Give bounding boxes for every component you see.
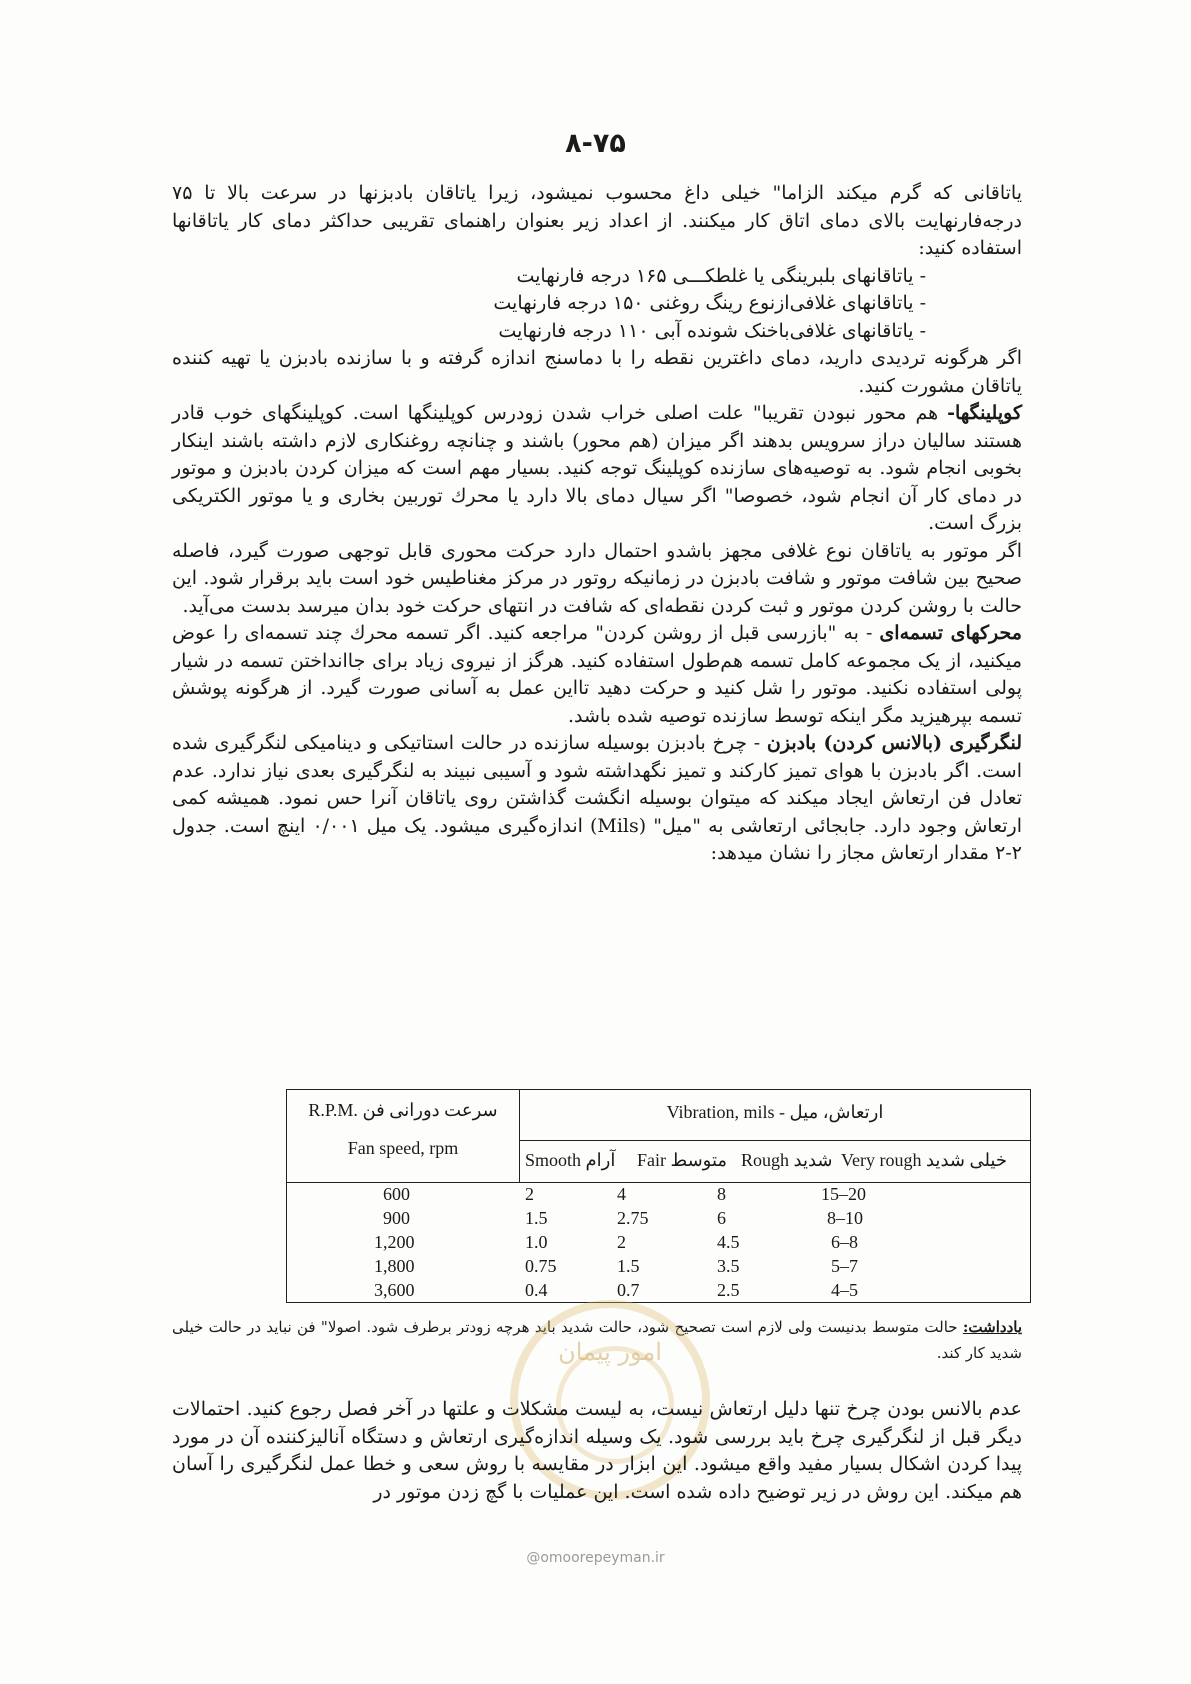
cell-speed: 1,200 <box>374 1232 415 1252</box>
cell-smooth: 1.5 <box>525 1208 548 1228</box>
vibration-sub-header <box>519 1140 1031 1183</box>
cell-fair: 0.7 <box>617 1280 640 1300</box>
list-item: - یاتاقانهای بلبرینگی یا غلطکـــی ۱۶۵ درجه فارنهایت <box>516 264 926 287</box>
paragraph-unbalance-causes: عدم بالانس بودن چرخ تنها دلیل ارتعاش نیست، به لیست مشکلات و علتها در آخر فصل رجوع کنید. احتمالات دیگر قبل از لنگرگیری چرخ باید بررسی شود. یک وسیله اندازه‌گیری ارتعاش و دستگاه آنالیزکننده آن در مورد پیدا کردن اشکال بسیار مفید واقع میشود. این ابزار در مقایسه با روش سعی و خطا عمل لنگرگیری را آسان هم میکند. این روش در زیر توضیح داده شده است. این عملیات با گچ زدن موتور در <box>172 1398 1022 1503</box>
vibration-header: Vibration, mils - ارتعاش، میل <box>519 1090 1031 1141</box>
list-item: - یاتاقانهای غلافی‌باخنک شونده آبی ۱۱۰ درجه فارنهایت <box>498 319 926 342</box>
footnote-label: یادداشت: <box>962 1318 1022 1336</box>
bearing-temperature-list <box>172 263 1022 346</box>
cell-very-rough: 4–5 <box>831 1280 858 1300</box>
cell-rough: 4.5 <box>717 1232 740 1252</box>
column-header-very-rough: Very rough خیلی شدید <box>841 1150 1007 1170</box>
cell-smooth: 0.4 <box>525 1280 548 1300</box>
body-text-lower <box>172 1396 1022 1506</box>
paragraph-text: - به "بازرسی قبل از روشن کردن" مراجعه کنید. اگر تسمه محرك چند تسمه‌ای را عوض میکنید، از یک مجموعه کامل تسمه هم‌طول استفاده کنید. هرگز از نیروی زیاد برای جاانداختن تسمه در شیار پولی استفاده نکنید. موتور را شل کنید و حرکت دهید تااین عمل به آسانی صورت گیرد. از هرگونه پوشش تسمه بپرهیزید مگر اینکه توسط سازنده توصیه شده باشد. <box>172 622 1022 727</box>
section-heading-couplings: کوپلینگها- <box>947 402 1022 424</box>
cell-very-rough: 15–20 <box>821 1184 866 1204</box>
cell-smooth: 0.75 <box>525 1256 557 1276</box>
cell-rough: 2.5 <box>717 1280 740 1300</box>
page-number: ۸-۷۵ <box>565 128 626 159</box>
table-row <box>287 1184 1032 1208</box>
watermark-seal-text: امور پیمان <box>558 1338 662 1366</box>
section-heading-belt-drives: محرکهای تسمه‌ای <box>879 622 1022 644</box>
table-row <box>287 1256 1032 1280</box>
body-text-upper <box>172 180 1022 868</box>
cell-speed: 3,600 <box>374 1280 415 1300</box>
cell-fair: 2.75 <box>617 1208 649 1228</box>
cell-rough: 8 <box>717 1184 726 1204</box>
paragraph-text: هم محور نبودن تقریبا" علت اصلی خراب شدن زودرس کوپلینگها است. کوپلینگهای خوب قادر هستند سالیان دراز سرویس بدهند اگر میزان (هم محور) باشند و چنانچه روغنکاری لازم داشته باشند اینکار بخوبی انجام شود. به توصیه‌های سازنده کوپلینگ توجه کنید. بسیار مهم است که میزان کردن بادبزن و موتور در دمای کار آن انجام شود، خصوصا" اگر سیال دمای بالا دارد یا محرك توربین بخاری و یا موتور الکتریکی بزرگ است. <box>172 402 1022 534</box>
column-header-rough: Rough شدید <box>741 1150 833 1170</box>
paragraph-thermometer: اگر هرگونه تردیدی دارید، دمای داغترین نقطه را با دماسنج اندازه گرفته و با سازنده بادبزن یا تهیه کننده یاتاقان مشورت کنید. <box>172 347 1022 397</box>
column-header-smooth: Smooth آرام <box>525 1150 616 1170</box>
paragraph-sleeve-bearing: اگر موتور به یاتاقان نوع غلافی مجهز باشدو احتمال دارد حرکت محوری قابل توجهی صورت گیرد، فاصله صحیح بین شافت موتور و شافت بادبزن در زمانیکه روتور در مرکز مغناطیس خود است باید برقرار شود. این حالت با روشن کردن موتور و ثبت کردن نقطه‌ای که شافت در انتهای حرکت خود بدان میرسد بدست می‌آید. <box>172 539 1022 617</box>
cell-fair: 1.5 <box>617 1256 640 1276</box>
paragraph-belt-drives <box>172 620 1022 730</box>
fan-speed-header-line2: Fan speed, rpm <box>347 1138 459 1158</box>
cell-rough: 3.5 <box>717 1256 740 1276</box>
cell-very-rough: 8–10 <box>827 1208 863 1228</box>
watermark-url: @omoorepeyman.ir <box>526 1550 665 1566</box>
cell-speed: 900 <box>383 1208 410 1228</box>
cell-rough: 6 <box>717 1208 726 1228</box>
fan-speed-header <box>287 1090 520 1183</box>
section-heading-fan-balancing: لنگرگیری (بالانس کردن) بادبزن <box>766 732 1022 754</box>
paragraph-fan-balancing <box>172 730 1022 868</box>
cell-fair: 4 <box>617 1184 626 1204</box>
paragraph-couplings <box>172 400 1022 538</box>
cell-very-rough: 5–7 <box>831 1256 858 1276</box>
table-row <box>287 1280 1032 1304</box>
vibration-table <box>286 1089 1031 1303</box>
cell-smooth: 2 <box>525 1184 534 1204</box>
table-row <box>287 1232 1032 1256</box>
paragraph-text: - چرخ بادبزن بوسیله سازنده در حالت استاتیکی و دینامیکی لنگرگیری شده است. اگر بادبزن با هوای تمیز کارکند و تمیز نگهداشته شود و آسیبی نبیند به لنگرگیری بعدی نیاز ندارد. عدم تعادل فن ارتعاش ایجاد میکند که میتوان بوسیله انگشت گذاشتن روی یاتاقان آنرا حس نمود. همیشه کمی ارتعاش وجود دارد. جابجائی ارتعاشی به "میل" (Mils) اندازه‌گیری میشود. یک میل ۰/۰۰۱ اینچ است. جدول ۲-۲ مقدار ارتعاش مجاز را نشان میدهد: <box>172 732 1022 864</box>
fan-speed-header-line1: R.P.M. سرعت دورانی فن <box>308 1100 498 1120</box>
list-item: - یاتاقانهای غلافی‌ازنوع رینگ روغنی ۱۵۰ درجه فارنهایت <box>493 292 926 314</box>
table-row <box>287 1208 1032 1232</box>
cell-fair: 2 <box>617 1232 626 1252</box>
cell-smooth: 1.0 <box>525 1232 548 1252</box>
paragraph-bearing-temperature: یاتاقانی که گرم میکند الزاما" خیلی داغ محسوب نمیشود، زیرا یاتاقان بادبزنها در سرعت بالا تا ۷۵ درجه‌فارنهایت بالای دمای اتاق کار میکنند. از اعداد زیر بعنوان راهنمای تقریبی حداکثر دمای کار یاتاقانها استفاده کنید: <box>172 182 1022 259</box>
cell-very-rough: 6–8 <box>831 1232 858 1252</box>
column-header-fair: Fair متوسط <box>637 1150 728 1170</box>
cell-speed: 1,800 <box>374 1256 415 1276</box>
cell-speed: 600 <box>383 1184 410 1204</box>
footnote-text: حالت متوسط بدنیست ولی لازم است تصحیح شود، حالت شدید باید هرچه زودتر برطرف شود. اصولا" فن نباید در حالت خیلی شدید کار کند. <box>172 1318 1022 1362</box>
